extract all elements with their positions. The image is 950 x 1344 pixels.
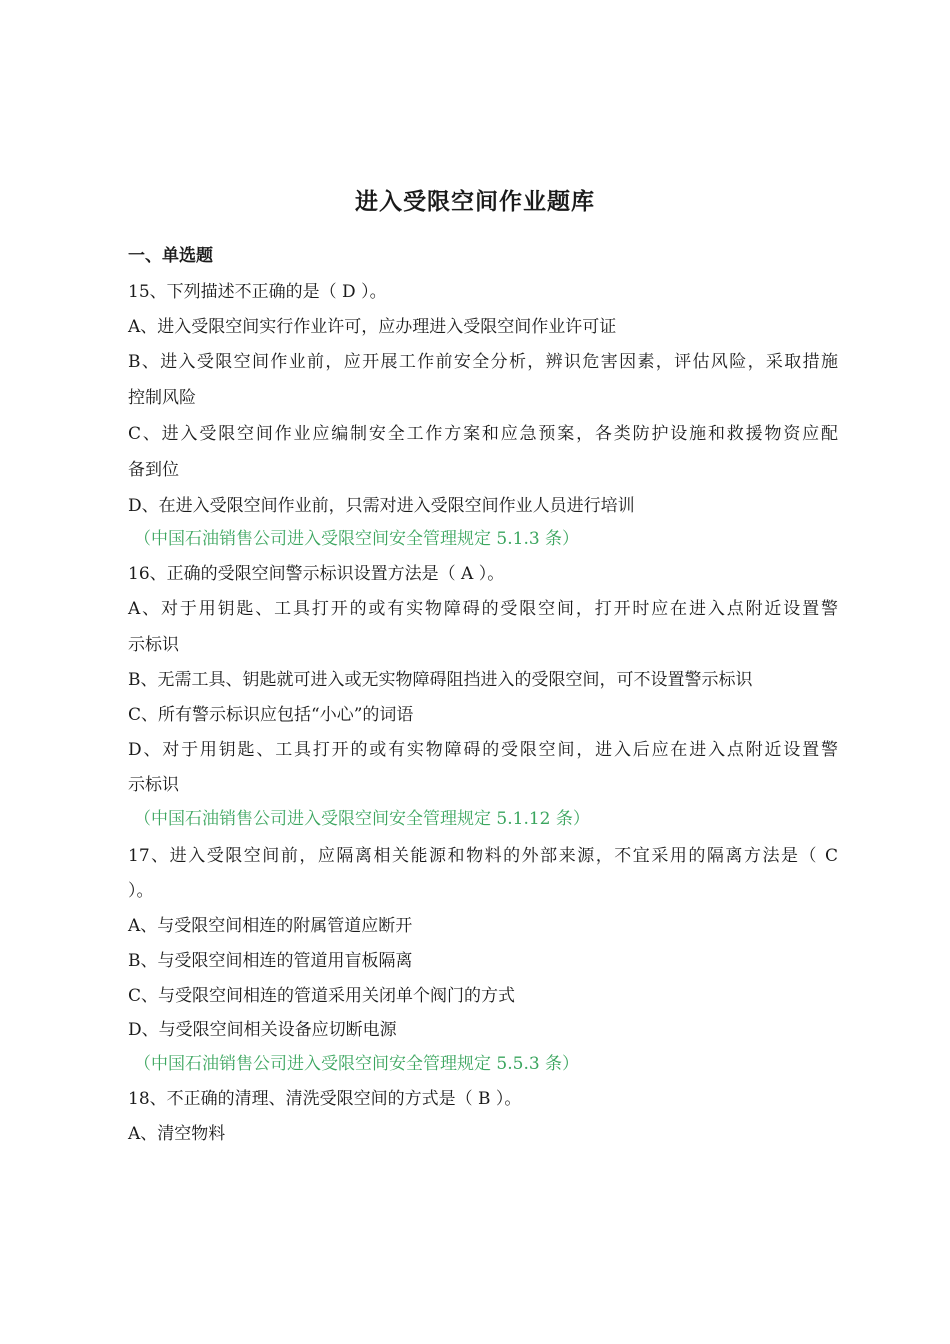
option-15-a: A、进入受限空间实行作业许可，应办理进入受限空间作业许可证 bbox=[128, 317, 617, 337]
option-15-d: D、在进入受限空间作业前，只需对进入受限空间作业人员进行培训 bbox=[128, 496, 635, 516]
option-16-b: B、无需工具、钥匙就可进入或无实物障碍阻挡进入的受限空间，可不设置警示标识 bbox=[128, 670, 753, 690]
question-18: 18、不正确的清理、清洗受限空间的方式是（ B ）。 bbox=[128, 1089, 522, 1109]
question-17: 17、进入受限空间前，应隔离相关能源和物料的外部来源，不宜采用的隔离方法是（ C bbox=[128, 846, 838, 866]
option-17-c: C、与受限空间相连的管道采用关闭单个阀门的方式 bbox=[128, 986, 516, 1006]
reference-17: （中国石油销售公司进入受限空间安全管理规定 5.5.3 条） bbox=[134, 1054, 580, 1074]
option-15-b-cont: 控制风险 bbox=[128, 388, 196, 408]
document-title: 进入受限空间作业题库 bbox=[355, 189, 595, 215]
question-17-cont: ）。 bbox=[128, 881, 154, 901]
option-17-b: B、与受限空间相连的管道用盲板隔离 bbox=[128, 951, 413, 971]
option-16-d: D、对于用钥匙、工具打开的或有实物障碍的受限空间，进入后应在进入点附近设置警 bbox=[128, 740, 838, 760]
option-18-a: A、清空物料 bbox=[128, 1124, 226, 1144]
option-16-a: A、对于用钥匙、工具打开的或有实物障碍的受限空间，打开时应在进入点附近设置警 bbox=[128, 599, 838, 619]
option-17-d: D、与受限空间相关设备应切断电源 bbox=[128, 1020, 397, 1040]
section-heading: 一、单选题 bbox=[128, 246, 213, 266]
option-16-c: C、所有警示标识应包括“小心”的词语 bbox=[128, 705, 414, 725]
question-16: 16、正确的受限空间警示标识设置方法是（ A ）。 bbox=[128, 564, 505, 584]
reference-16: （中国石油销售公司进入受限空间安全管理规定 5.1.12 条） bbox=[134, 809, 590, 829]
reference-15: （中国石油销售公司进入受限空间安全管理规定 5.1.3 条） bbox=[134, 529, 580, 549]
question-15: 15、下列描述不正确的是（ D ）。 bbox=[128, 282, 387, 302]
option-17-a: A、与受限空间相连的附属管道应断开 bbox=[128, 916, 413, 936]
option-16-d-cont: 示标识 bbox=[128, 775, 179, 795]
option-15-c-cont: 备到位 bbox=[128, 460, 179, 480]
option-15-b: B、进入受限空间作业前，应开展工作前安全分析，辨识危害因素，评估风险，采取措施 bbox=[128, 352, 838, 372]
option-16-a-cont: 示标识 bbox=[128, 635, 179, 655]
option-15-c: C、进入受限空间作业应编制安全工作方案和应急预案，各类防护设施和救援物资应配 bbox=[128, 424, 838, 444]
